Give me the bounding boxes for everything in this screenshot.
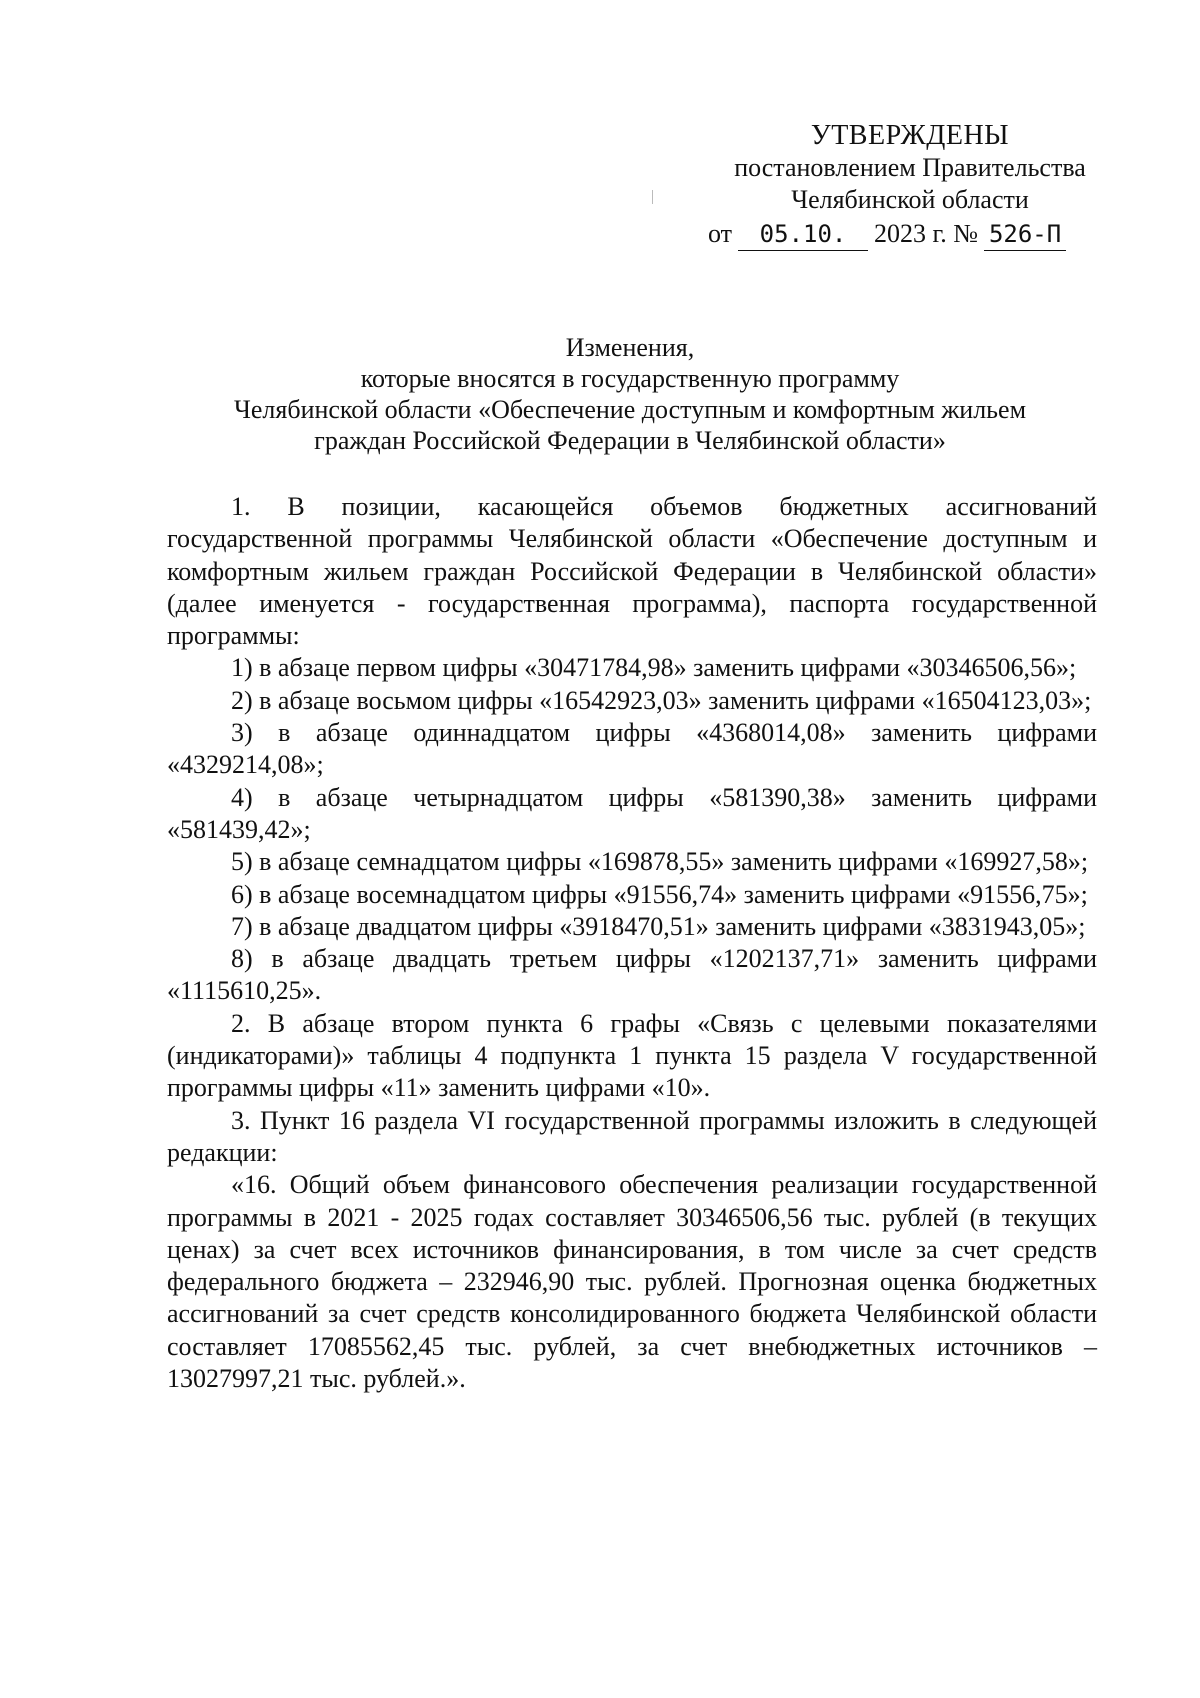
handwritten-number: 526-П (984, 218, 1066, 251)
subitem-4: 4) в абзаце четырнадцатом цифры «581390,38» заменить цифрами «581439,42»; (167, 782, 1097, 844)
approval-line-1: постановлением Правительства (734, 153, 1086, 182)
paragraph-1: 1. В позиции, касающейся объемов бюджетных ассигнований государственной программы Челябинской области «Обеспечение доступным и комфортным жильем граждан Российской Федерации в Челябинской области» (далее именуется - государственная программа), паспорта государственной программы: (167, 492, 1097, 651)
subitem-3: 3) в абзаце одиннадцатом цифры «4368014,08» заменить цифрами «4329214,08»; (167, 718, 1097, 780)
subitem-5: 5) в абзаце семнадцатом цифры «169878,55» заменить цифрами «169927,58»; (231, 847, 1089, 877)
year-text: 2023 г. № (874, 219, 979, 248)
date-prefix: от (708, 219, 733, 248)
document-body (167, 491, 1097, 1395)
subitem-2: 2) в абзаце восьмом цифры «16542923,03» заменить цифрами «16504123,03»; (231, 685, 1092, 715)
heading-line-4: граждан Российской Федерации в Челябинской области» (314, 426, 946, 455)
approval-stamp (690, 120, 1130, 251)
approval-title: УТВЕРЖДЕНЫ (810, 120, 1010, 151)
handwritten-date: 05.10. (738, 218, 868, 251)
subitem-8: 8) в абзаце двадцать третьем цифры «1202137,71» заменить цифрами «1115610,25». (167, 944, 1097, 1006)
subitem-7: 7) в абзаце двадцатом цифры «3918470,51» заменить цифрами «3831943,05»; (231, 911, 1086, 941)
approval-date-row (690, 218, 1130, 251)
subitem-6: 6) в абзаце восемнадцатом цифры «91556,74» заменить цифрами «91556,75»; (231, 879, 1088, 909)
subitem-1: 1) в абзаце первом цифры «30471784,98» заменить цифрами «30346506,56»; (231, 653, 1077, 683)
heading-line-1: Изменения, (565, 333, 695, 362)
paragraph-3: 3. Пункт 16 раздела VI государственной программы изложить в следующей редакции: (167, 1105, 1097, 1167)
approval-line-2: Челябинской области (791, 185, 1029, 214)
heading-line-3: Челябинской области «Обеспечение доступным и комфортным жильем (233, 395, 1027, 424)
heading-line-2: которые вносятся в государственную программу (360, 364, 900, 393)
scan-mark (652, 190, 653, 204)
paragraph-2: 2. В абзаце втором пункта 6 графы «Связь с целевыми показателями (индикаторами)» таблицы 4 подпункта 1 пункта 15 раздела V государственной программы цифры «11» заменить цифрами «10». (167, 1008, 1097, 1103)
document-heading (160, 332, 1100, 456)
paragraph-4: «16. Общий объем финансового обеспечения реализации государственной программы в 2021 - 2025 годах составляет 30346506,56 тыс. рублей (в текущих ценах) за счет всех источников финансирования, в том числе за счет средств федерального бюджета – 232946,90 тыс. рублей. Прогнозная оценка бюджетных ассигнований за счет средств консолидированного бюджета Челябинской области составляет 17085562,45 тыс. рублей, за счет внебюджетных источников – 13027997,21 тыс. рублей.». (167, 1170, 1097, 1394)
